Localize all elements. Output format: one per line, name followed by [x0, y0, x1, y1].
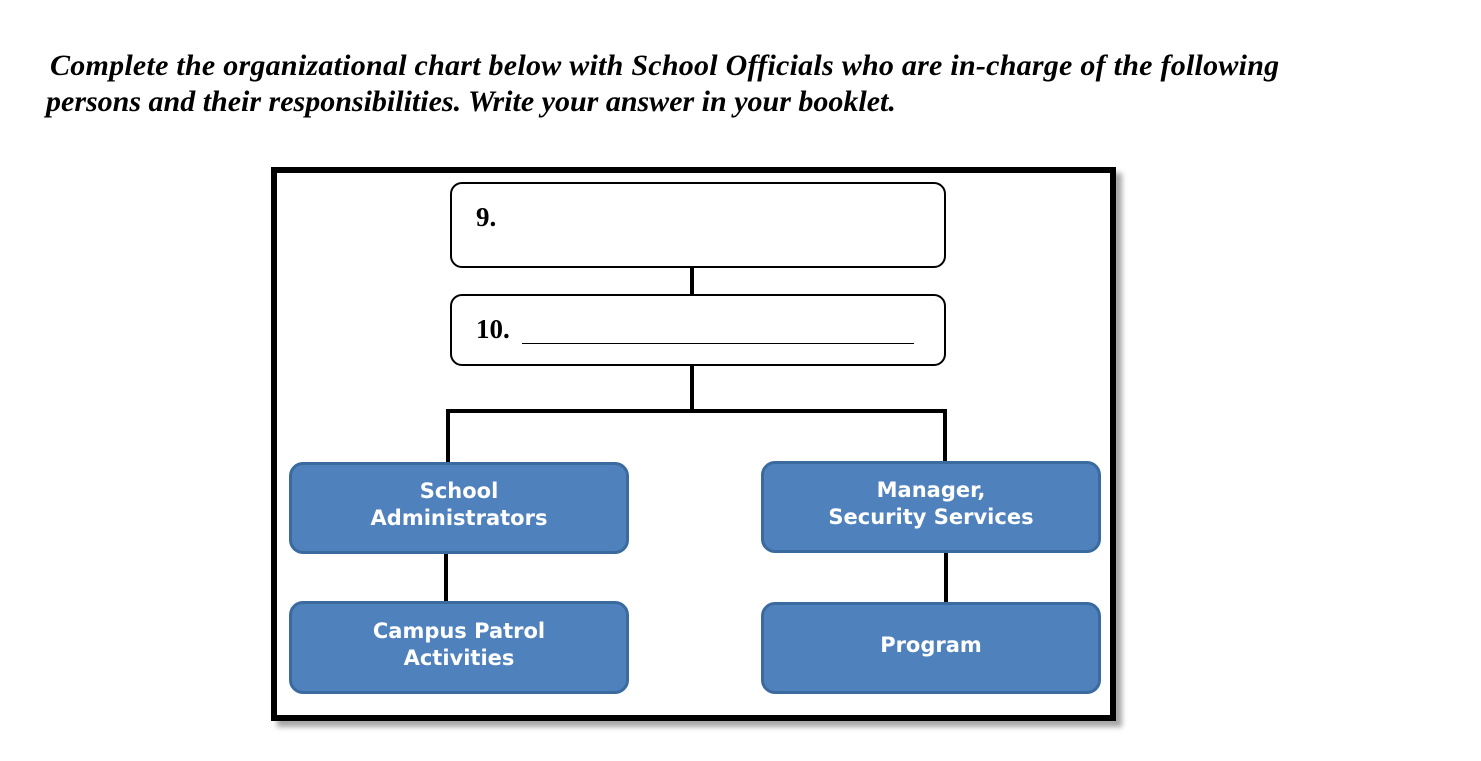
connector-to-manager-security — [943, 409, 947, 461]
node-school-administrators — [289, 462, 629, 554]
connector-admin-to-campus-patrol — [444, 554, 448, 601]
answer-box-9-label: 9. — [476, 202, 497, 232]
answer-box-9 — [450, 182, 946, 268]
connector-branch-horizontal — [446, 409, 947, 413]
connector-9-to-10 — [690, 268, 694, 294]
answer-box-10-label: 10. — [476, 314, 510, 344]
instructions-line-2: persons and their responsibilities. Write your answer in your booklet. — [46, 85, 896, 118]
instructions — [46, 48, 1406, 120]
node-campus-patrol-activities — [289, 601, 629, 694]
node-campus-patrol-activities-label: Campus Patrol Activities — [372, 618, 546, 670]
node-school-administrators-label: School Administrators — [370, 479, 548, 530]
answer-box-10 — [450, 294, 946, 366]
node-program — [761, 602, 1101, 694]
instructions-line-1: Complete the organizational chart below with School Officials who are in-charge of the following — [50, 49, 1280, 82]
answer-blank-line — [522, 343, 914, 344]
node-manager-security-services-label: Manager, Security Services — [828, 478, 1034, 529]
connector-to-school-administrators — [446, 409, 450, 462]
node-manager-security-services — [761, 461, 1101, 553]
connector-manager-to-program — [944, 553, 948, 602]
node-program-label: Program — [880, 632, 982, 657]
connector-10-down — [690, 366, 694, 411]
